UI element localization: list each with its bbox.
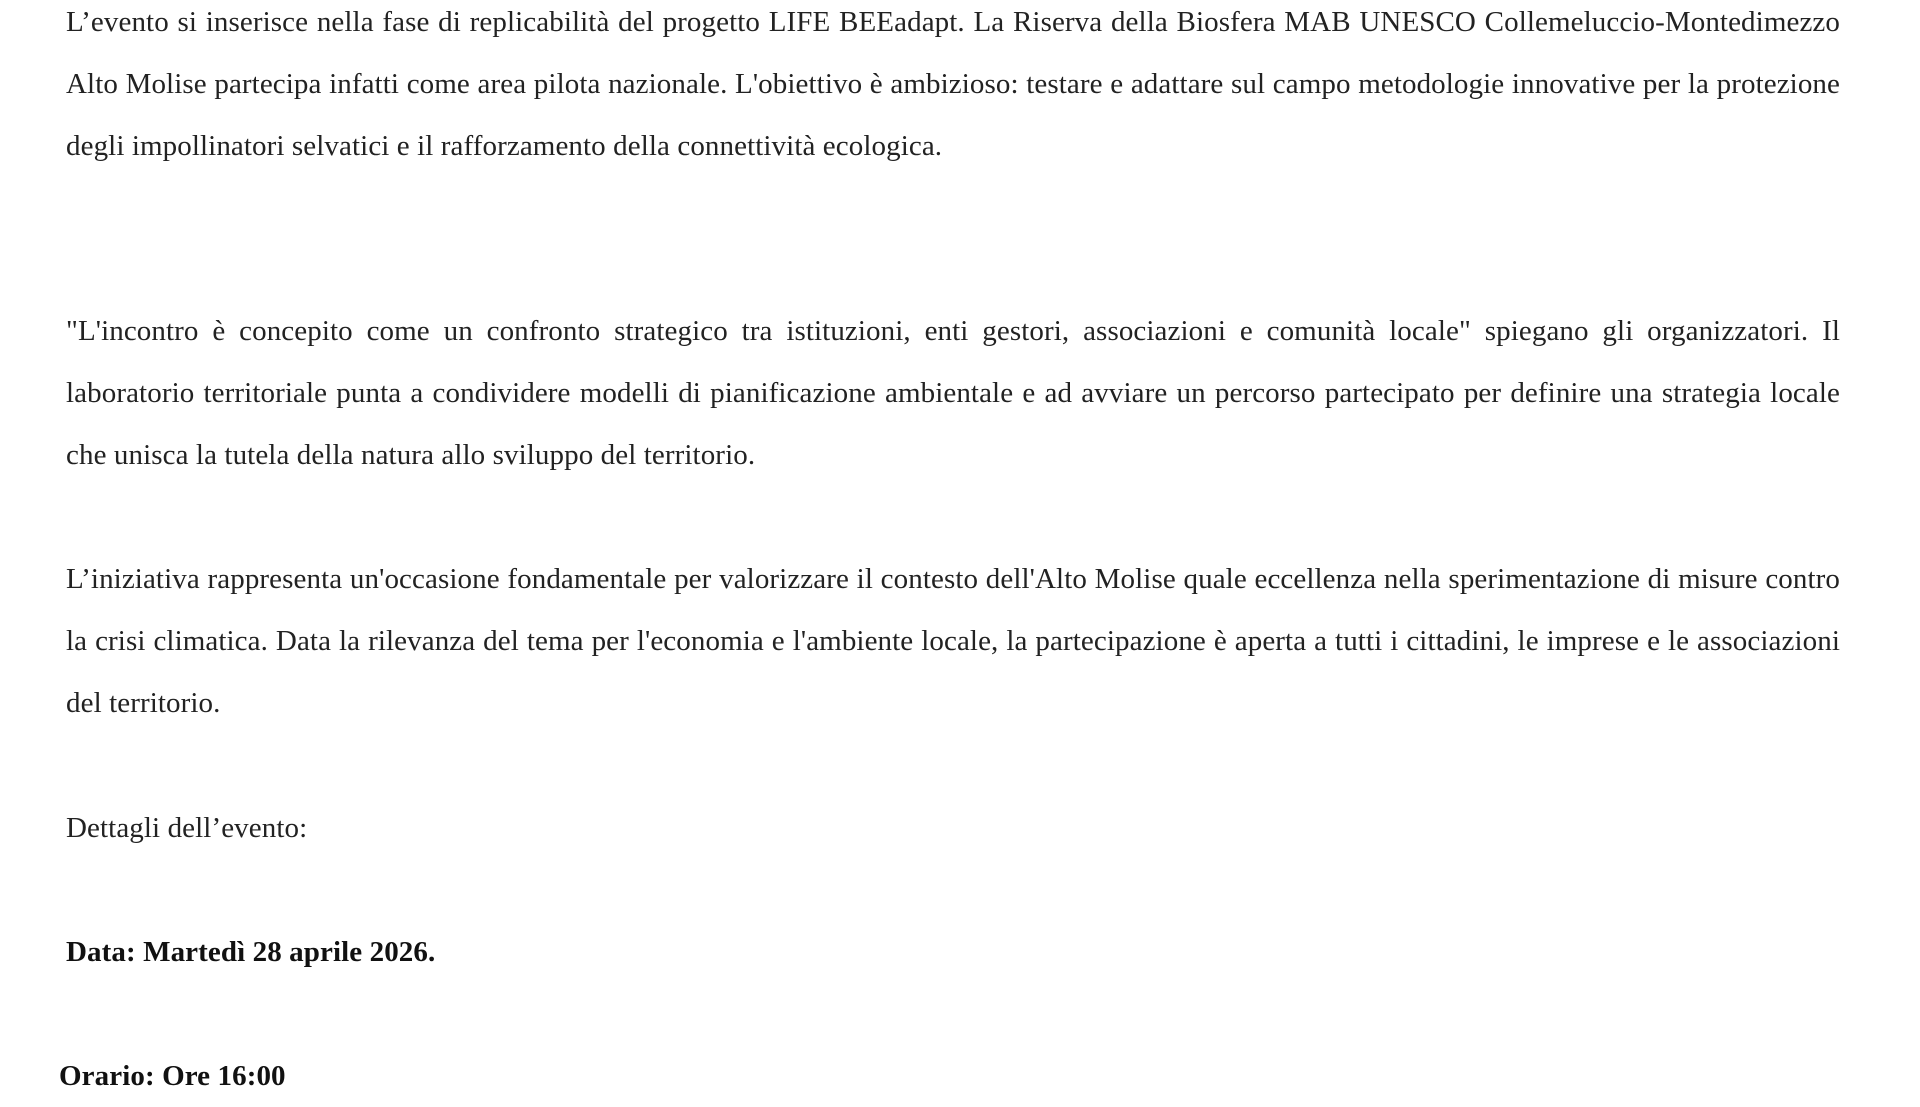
- paragraph-initiative: L’iniziativa rappresenta un'occasione fondamentale per valorizzare il contesto dell'Alto Molise quale eccellenza nella sperimentazione di misure contro la crisi climatica. Data la rilevanza del tema per l'economia e l'ambiente locale, la partecipazione è aperta a tutti i cittadini, le imprese e le associazioni del territorio.: [66, 563, 1840, 719]
- event-details-heading: Dettagli dell’evento:: [66, 812, 308, 844]
- paragraph-project-context: L’evento si inserisce nella fase di replicabilità del progetto LIFE BEEadapt. La Riserva della Biosfera MAB UNESCO Collemeluccio-Montedimezzo Alto Molise partecipa infatti come area pilota nazionale. L'obiettivo è ambizioso: testare e adattare sul campo metodologie innovative per la protezione degli impollinatori selvatici e il rafforzamento della connettività ecologica.: [66, 6, 1840, 162]
- paragraph-organizers-quote: "L'incontro è concepito come un confronto strategico tra istituzioni, enti gestori, associazioni e comunità locale" spiegano gli organizzatori. Il laboratorio territoriale punta a condividere modelli di pianificazione ambientale e ad avviare un percorso partecipato per definire una strategia locale che unisca la tutela della natura allo sviluppo del territorio.: [66, 315, 1840, 471]
- event-time: Orario: Ore 16:00: [59, 1060, 286, 1092]
- event-date: Data: Martedì 28 aprile 2026.: [66, 936, 436, 968]
